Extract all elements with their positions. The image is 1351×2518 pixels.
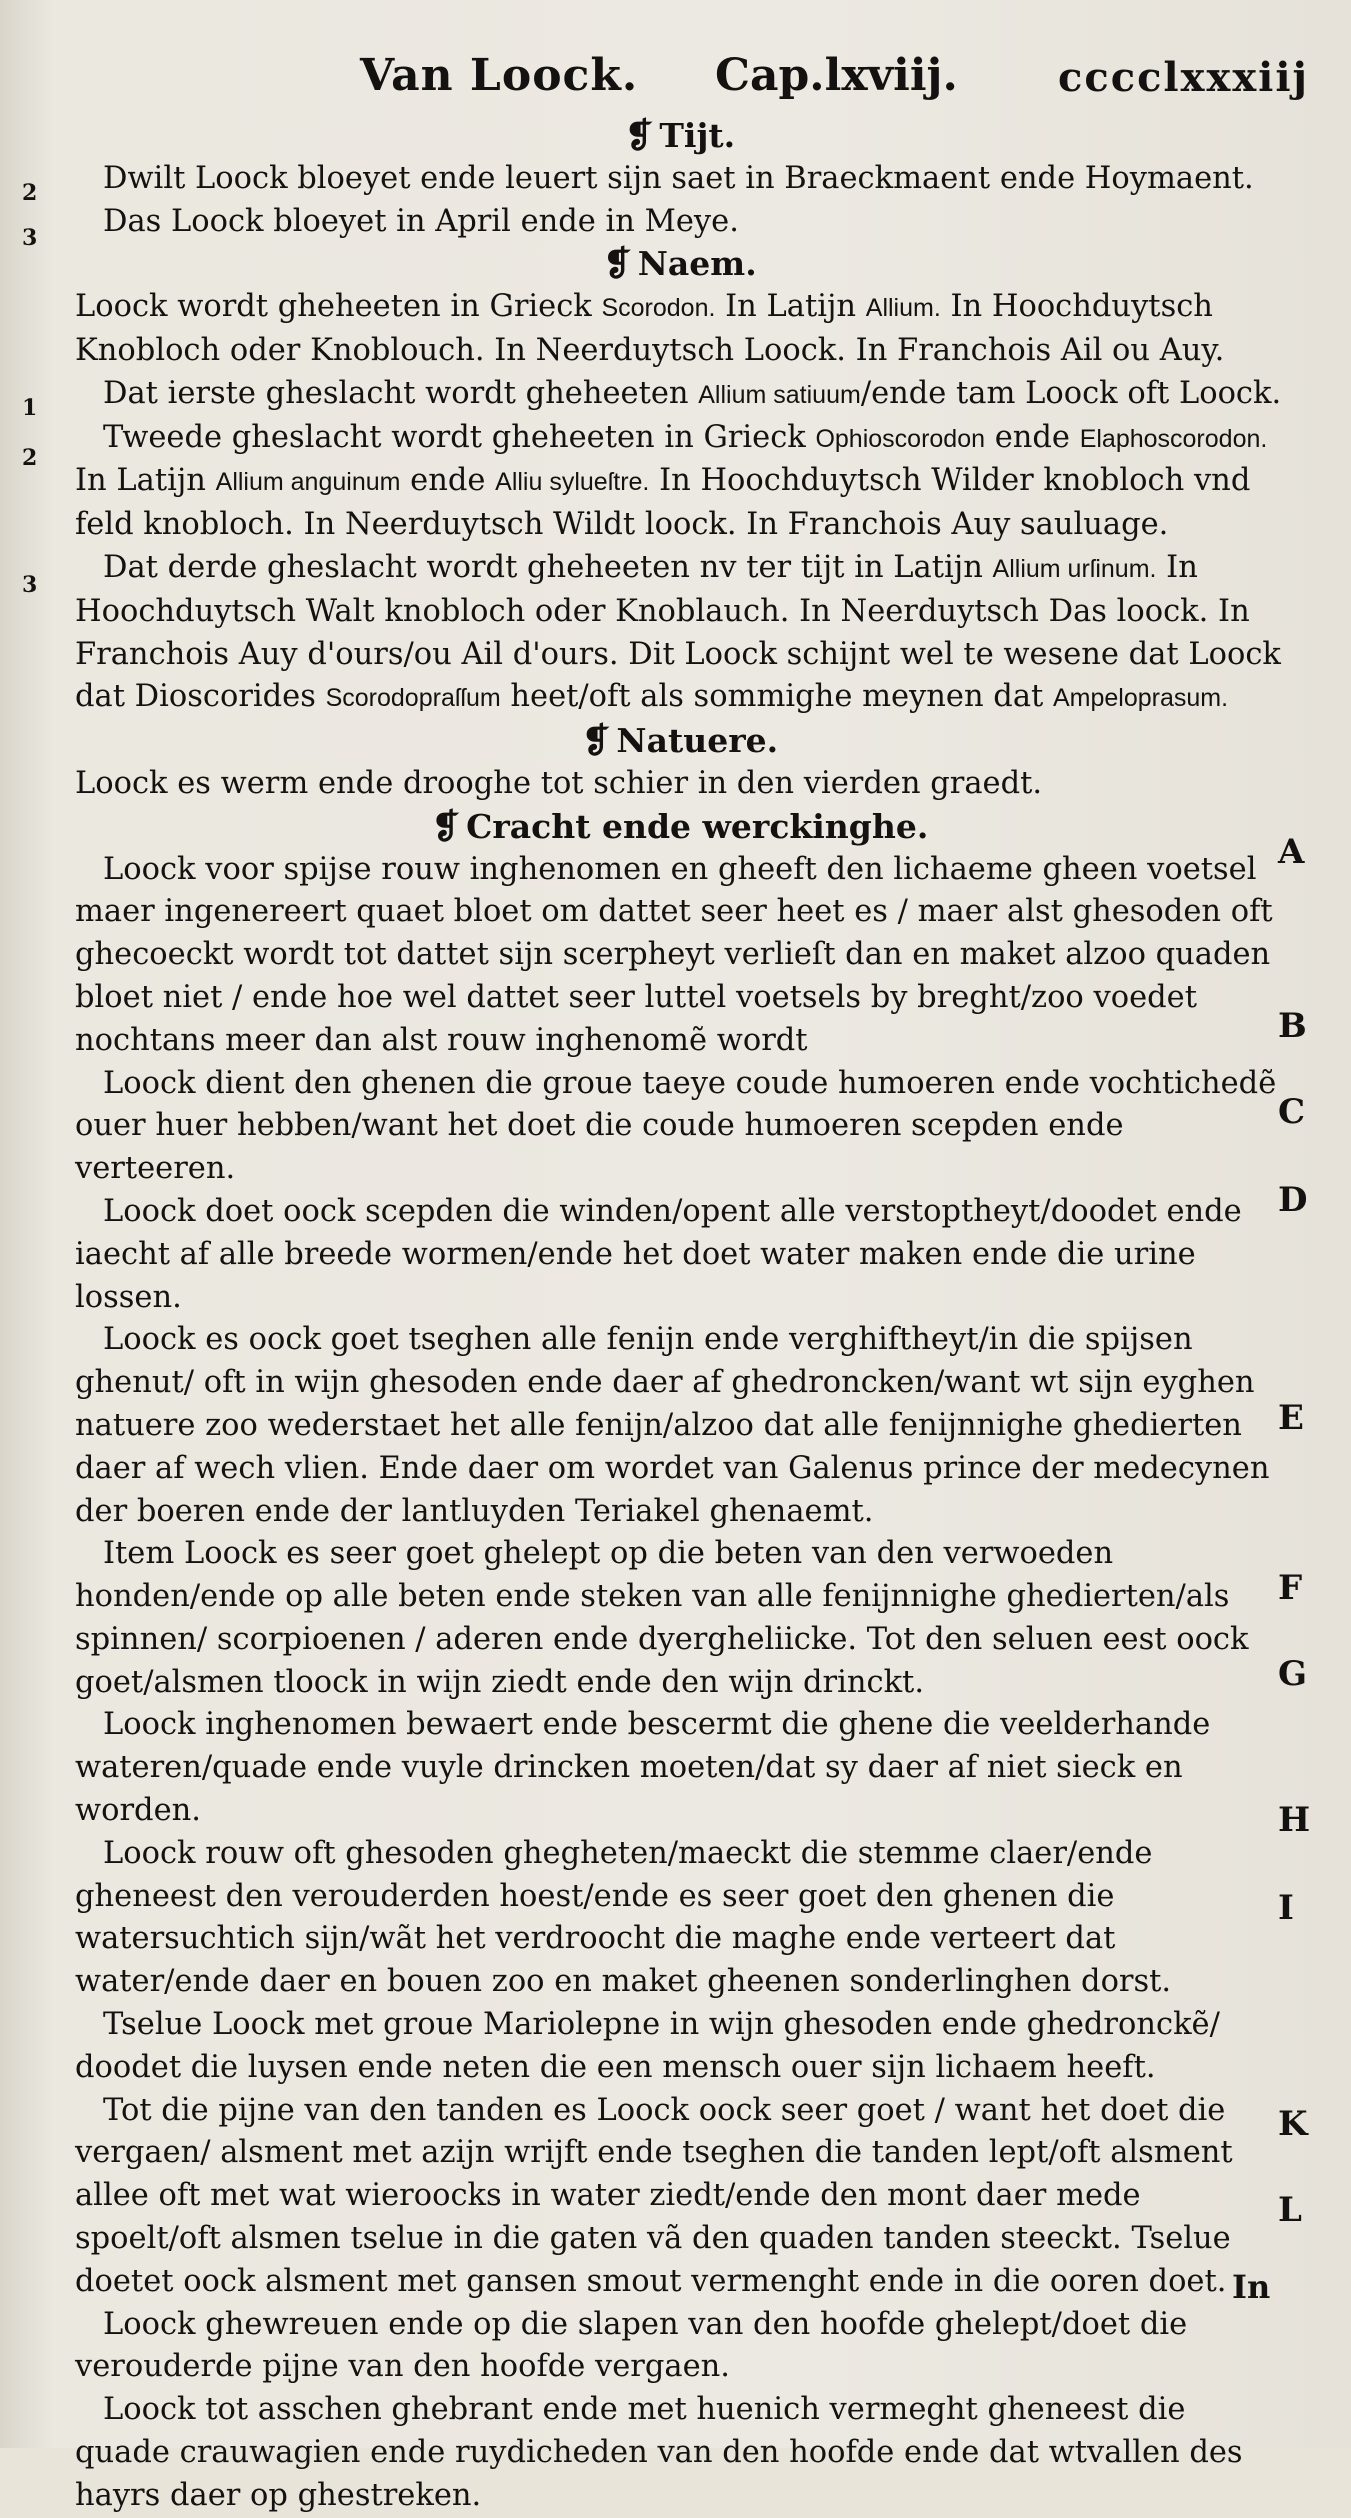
margin-letter: K: [1278, 2104, 1308, 2144]
folio-number: cccclxxxiij: [1058, 54, 1310, 101]
paragraph: Loock es oock goet tseghen alle fenijn ende verghiftheyt/in die spijsen ghenut/ oft in wijn ghesoden ende daer af ghedroncken/want wt sijn eyghen natuere zoo wederstaet het alle fenijn/alzoo dat alle fenijnnighe ghedierten daer af wech vlien. Ende daer om wordet van Galenus prince der medecynen der boeren ende der lantluyden Teriakel ghenaemt.: [75, 1322, 1270, 1529]
margin-letter: A: [1278, 832, 1305, 872]
pilcrow-icon: ❡: [624, 116, 654, 156]
margin-letter: F: [1278, 1568, 1303, 1608]
section-heading-tijt: ❡ Tijt.: [624, 116, 736, 156]
section-heading-cracht: ❡ Cracht ende werckinghe.: [431, 806, 929, 847]
body-text: [75, 115, 1285, 2518]
running-head: [0, 50, 1351, 110]
paragraph: Tweede gheslacht wordt gheheeten in Grieck Ophioscorodon ende Elaphoscorodon. In Latijn Allium anguinum ende Alliu sylueſtre. In Hoochduytsch Wilder knobloch vnd feld knobloch. In Neerduytsch Wildt loock. In Franchois Auy sauluage.: [75, 419, 1268, 543]
paragraph: Das Loock bloeyet in April ende in Meye.: [103, 203, 739, 239]
margin-number: 3: [22, 572, 38, 598]
catchword: In: [1232, 2268, 1271, 2306]
margin-number: 2: [22, 180, 38, 206]
margin-number: 3: [22, 225, 38, 251]
paragraph: Loock doet oock scepden die winden/opent alle verstoptheyt/doodet ende iaecht af alle breede wormen/ende het doet water maken ende die urine lossen.: [75, 1193, 1242, 1315]
paragraph: Loock dient den ghenen die groue taeye coude humoeren ende vochtichedẽ ouer huer hebben/want het doet die coude humoeren scepden ende verteeren.: [75, 1065, 1277, 1187]
pilcrow-icon: ❡: [581, 721, 611, 762]
paragraph: Loock tot asschen ghebrant ende met huenich vermeght gheneest die quade crauwagien ende ruydicheden van den hoofde ende dat wtvallen des hayrs daer op ghestreken.: [75, 2392, 1243, 2513]
paragraph: Dwilt Loock bloeyet ende leuert sijn saet in Braeckmaent ende Hoymaent.: [103, 160, 1254, 196]
margin-letter: H: [1278, 1800, 1311, 1840]
paragraph: Item Loock es seer goet ghelept op die beten van den verwoeden honden/ende op alle beten ende steken van alle fenijnnighe ghedierten/als spinnen/ scorpioenen / aderen ende dyergheliicke. Tot den seluen eest oock goet/alsmen tloock in wijn ziedt ende den wijn drinckt.: [75, 1536, 1249, 1700]
pilcrow-icon: ❡: [431, 806, 461, 847]
chapter-number: Cap.lxviij.: [715, 50, 958, 101]
margin-letter: G: [1278, 1654, 1308, 1694]
margin-letter: D: [1278, 1180, 1308, 1220]
paragraph: Loock voor spijse rouw inghenomen en gheeft den lichaeme gheen voetsel maer ingenereert quaet bloet om dattet seer heet es / maer alst ghesoden oft ghecoeckt wordt tot dattet sijn scerpheyt verlieſt dan en maket alzoo quaden bloet niet / ende hoe wel dattet seer luttel voetsels by breght/zoo voedet nochtans meer dan alst rouw inghenomẽ wordt: [75, 851, 1273, 1058]
margin-number: 1: [22, 395, 38, 421]
margin-letter: L: [1278, 2190, 1302, 2230]
paragraph: Tselue Loock met groue Mariolepne in wijn ghesoden ende ghedronckẽ/ doodet die luysen ende neten die een mensch ouer sijn lichaem heeft.: [75, 2007, 1220, 2085]
margin-number: 2: [22, 445, 38, 471]
paragraph: Dat ierste gheslacht wordt gheheeten Allium satiuum/ende tam Loock oft Loock.: [103, 375, 1282, 411]
margin-letter: C: [1278, 1092, 1306, 1132]
pilcrow-icon: ❡: [603, 244, 632, 285]
section-heading-naem: ❡ Naem.: [603, 244, 757, 285]
paragraph: Loock wordt gheheeten in Grieck Scorodon. In Latijn Allium. In Hoochduytsch Knobloch oder Knoblouch. In Neerduytsch Loock. In Franchois Ail ou Auy.: [75, 289, 1225, 368]
margin-letter: I: [1278, 1888, 1294, 1928]
running-title: Van Loock.: [360, 50, 639, 101]
paragraph: Dat derde gheslacht wordt gheheeten nv ter tijt in Latijn Allium urſinum. In Hoochduytsch Walt knobloch oder Knoblauch. In Neerduytsch Das loock. In Franchois Auy d'ours/ou Ail d'ours. Dit Loock schijnt wel te wesene dat Loock dat Dioscorides Scorodopraſſum heet/oft als sommighe meynen dat Ampeloprasum.: [75, 549, 1281, 715]
paragraph: Loock ghewreuen ende op die slapen van den hoofde ghelept/doet die verouderde pijne van den hoofde vergaen.: [75, 2306, 1188, 2385]
margin-letter: E: [1278, 1398, 1304, 1438]
paragraph: Tot die pijne van den tanden es Loock oock seer goet / want het doet die vergaen/ alsment met azijn wrijft ende tseghen die tanden lept/oft alsment allee oft met wat wieroocks in water ziedt/ende den mont daer mede spoelt/oft alsmen tselue in die gaten vã den quaden tanden steeckt. Tselue doetet oock alsment met gansen smout vermenght ende in die ooren doet.: [75, 2092, 1233, 2299]
paragraph: Loock rouw oft ghesoden ghegheten/maeckt die stemme claer/ende gheneest den verouderden hoest/ende es seer goet den ghenen die watersuchtich sijn/wãt het verdroocht die maghe ende verteert dat water/ende daer en bouen zoo en maket gheenen sonderlinghen dorst.: [75, 1835, 1172, 2000]
paragraph: Loock inghenomen bewaert ende bescermt die ghene die veelderhande wateren/quade ende vuyle drincken moeten/dat sy daer af niet sieck en worden.: [75, 1707, 1211, 1829]
paragraph: Loock es werm ende drooghe tot schier in den vierden graedt.: [75, 765, 1043, 801]
section-heading-natuere: ❡ Natuere.: [581, 721, 779, 762]
margin-letter: B: [1278, 1006, 1307, 1046]
